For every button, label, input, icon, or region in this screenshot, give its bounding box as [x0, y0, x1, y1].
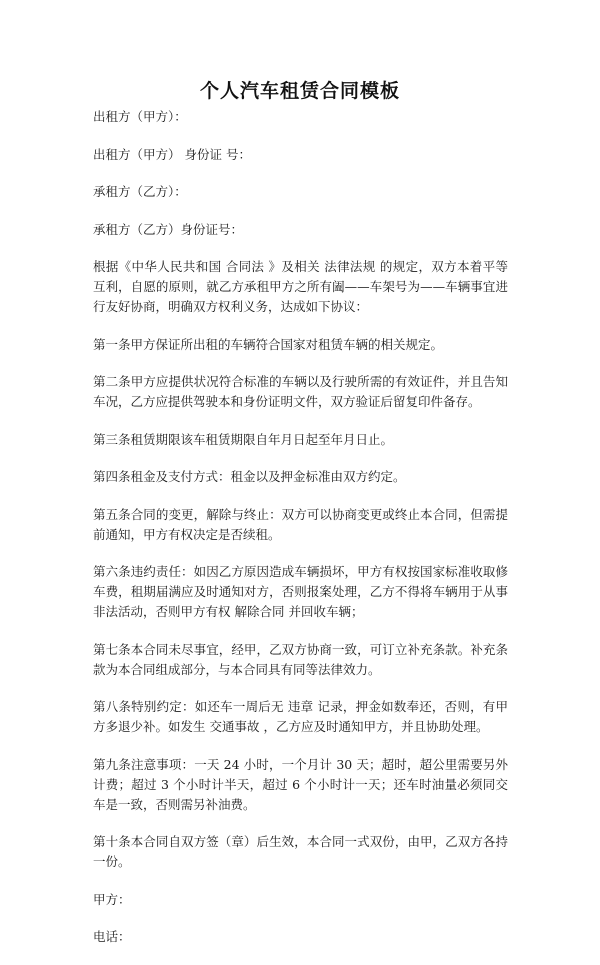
party-a-signature-field: 甲方： — [93, 891, 131, 907]
clause-3: 第三条租赁期限该车租赁期限自年月日起至年月日止。 — [93, 431, 394, 447]
clause-7: 第七条本合同未尽事宜，经甲，乙双方协商一致，可订立补充条款。补充条款为本合同组成部分，与本合同具有同等法律效力。 — [93, 641, 508, 677]
clause-6: 第六条违约责任：如因乙方原因造成车辆损坏，甲方有权按国家标准收取修车费，租期届满应及时通知对方，否则报案处理，乙方不得将车辆用于从事非法活动，否则甲方有权 解除合同 并回收车辆； — [93, 564, 508, 619]
document-title: 个人汽车租赁合同模板 — [199, 80, 400, 102]
lessee-field: 承租方（乙方）： — [93, 184, 187, 199]
phone-field: 电话： — [93, 929, 131, 944]
clause-10: 第十条本合同自双方签（章）后生效，本合同一式双份，由甲，乙双方各持一份。 — [93, 834, 508, 869]
clause-1: 第一条甲方保证所出租的车辆符合国家对租赁车辆的相关规定。 — [93, 336, 444, 352]
clause-9: 第九条注意事项：一天 24 小时，一个月计 30 天；超时，超公里需要另外计费；超过 3 个小时计半天，超过 6 个小时计一天；还车时油量必须同交车是一致，否则需另补油费。 — [93, 756, 508, 812]
clause-5: 第五条合同的变更，解除与终止：双方可以协商变更或终止本合同，但需提前通知，甲方有权决定是否续租。 — [93, 506, 508, 542]
clause-2: 第二条甲方应提供状况符合标准的车辆以及行驶所需的有效证件，并且告知车况，乙方应提供驾驶本和身份证明文件，双方验证后留复印件备存。 — [93, 374, 508, 409]
clause-8: 第八条特别约定：如还车一周后无 违章 记录，押金如数奉还，否则，有甲方多退少补。如发生 交通事故 ，乙方应及时通知甲方，并且协助处理。 — [93, 699, 508, 734]
lessor-field: 出租方（甲方）： — [93, 109, 187, 124]
clause-4: 第四条租金及支付方式：租金以及押金标准由双方约定。 — [93, 469, 406, 484]
preamble-paragraph: 根据《中华人民共和国 合同法 》及相关 法律法规 的规定，双方本着平等互利，自愿的原则，就乙方承租甲方之所有阖——车架号为——车辆事宜进行友好协商，明确双方权利义务，达成如下协议： — [93, 259, 508, 314]
lessee-id-field: 承租方（乙方）身份证号： — [93, 221, 244, 237]
lessor-id-field: 出租方（甲方） 身份证 号： — [93, 146, 251, 162]
document-body — [93, 107, 508, 965]
